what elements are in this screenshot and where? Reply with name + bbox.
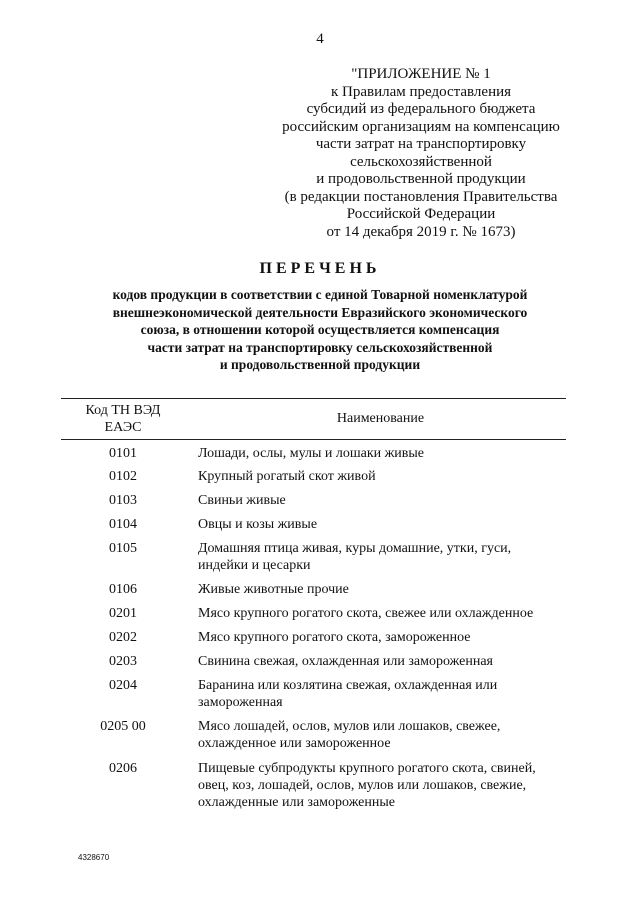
- appendix-line: и продовольственной продукции: [316, 171, 526, 187]
- row-name-line: Мясо крупного рогатого скота, свежее или охлажденное: [198, 606, 534, 621]
- table-row: [61, 492, 566, 509]
- subtitle-line: кодов продукции в соответствии с единой Товарной номенклатурой: [112, 287, 528, 302]
- appendix-header: [262, 66, 580, 241]
- appendix-line: к Правилам предоставления: [330, 83, 512, 100]
- product-codes-table: [61, 398, 566, 810]
- header-name: Наименование: [336, 411, 425, 426]
- row-code: 0203: [109, 654, 137, 669]
- appendix-line: "ПРИЛОЖЕНИЕ № 1: [351, 66, 491, 82]
- row-code: 0105: [109, 541, 137, 556]
- row-name-line: Овцы и козы живые: [198, 517, 318, 532]
- appendix-line: части затрат на транспортировку: [315, 136, 527, 152]
- row-name-line: Свинина свежая, охлажденная или замороженная: [198, 654, 493, 669]
- row-name: [185, 718, 566, 752]
- header-code-line: ЕАЭС: [104, 420, 142, 435]
- subtitle-line: внешнеэкономической деятельности Евразийского экономического: [112, 304, 528, 320]
- row-name: [185, 492, 566, 509]
- row-code: 0101: [109, 446, 137, 461]
- page-number: 4: [316, 31, 324, 47]
- document-subtitle: [0, 286, 640, 374]
- row-code: 0102: [109, 469, 137, 484]
- row-name: [185, 445, 566, 462]
- appendix-line: российским организациям на компенсацию: [282, 118, 560, 135]
- row-code: 0106: [109, 582, 137, 597]
- appendix-line: Российской Федерации: [346, 206, 496, 222]
- row-name-line: Пищевые субпродукты крупного рогатого скота, свиней,: [198, 761, 536, 776]
- table-row: [61, 468, 566, 485]
- row-name: [185, 605, 566, 622]
- row-name: [185, 677, 566, 711]
- row-name-line: замороженная: [198, 695, 283, 710]
- subtitle-line: союза, в отношении которой осуществляется компенсация: [140, 322, 500, 337]
- row-name: [185, 581, 566, 598]
- row-name-line: Баранина или козлятина свежая, охлажденная или: [198, 678, 498, 693]
- table-row: [61, 605, 566, 622]
- appendix-line: субсидий из федерального бюджета: [306, 101, 536, 117]
- row-name: [185, 629, 566, 646]
- row-name-line: овец, коз, лошадей, ослов, мулов или лошаков, свежие,: [198, 778, 527, 793]
- row-name-line: Лошади, ослы, мулы и лошаки живые: [198, 446, 425, 461]
- header-code-line: Код ТН ВЭД: [85, 403, 161, 418]
- subtitle-line: части затрат на транспортировку сельскохозяйственной: [147, 339, 493, 355]
- header-code: [61, 399, 185, 439]
- table-row: [61, 760, 566, 811]
- row-name: [185, 653, 566, 670]
- row-code: 0201: [109, 606, 137, 621]
- row-name-line: охлажденные или замороженные: [198, 795, 395, 810]
- row-name: [185, 516, 566, 533]
- row-name-line: Домашняя птица живая, куры домашние, утки, гуси,: [198, 541, 512, 556]
- table-row: [61, 445, 566, 462]
- document-title: ПЕРЕЧЕНЬ: [259, 260, 381, 277]
- table-row: [61, 653, 566, 670]
- row-code: 0104: [109, 517, 137, 532]
- row-code: 0204: [109, 678, 137, 693]
- table-row: [61, 629, 566, 646]
- row-code: 0206: [109, 761, 137, 776]
- table-row: [61, 581, 566, 598]
- document-id: 4328670: [78, 853, 110, 862]
- appendix-line: (в редакции постановления Правительства: [284, 188, 558, 205]
- row-code: 0202: [109, 630, 137, 645]
- subtitle-line: и продовольственной продукции: [219, 357, 421, 372]
- row-name: [185, 760, 566, 811]
- row-name-line: охлажденное или замороженное: [198, 736, 391, 751]
- row-name-line: Крупный рогатый скот живой: [198, 469, 376, 484]
- row-code: 0205 00: [100, 719, 146, 734]
- appendix-line: сельскохозяйственной: [350, 153, 492, 170]
- table-header: [61, 398, 566, 440]
- row-code: 0103: [109, 493, 137, 508]
- row-name-line: Живые животные прочие: [198, 582, 349, 597]
- table-row: [61, 718, 566, 752]
- table-row: [61, 540, 566, 574]
- row-name: [185, 468, 566, 485]
- row-name-line: Мясо лошадей, ослов, мулов или лошаков, свежее,: [198, 719, 501, 734]
- row-name-line: Свиньи живые: [198, 493, 286, 508]
- row-name-line: индейки и цесарки: [198, 558, 311, 573]
- row-name: [185, 540, 566, 574]
- row-name-line: Мясо крупного рогатого скота, замороженное: [198, 630, 471, 645]
- table-row: [61, 516, 566, 533]
- appendix-line: от 14 декабря 2019 г. № 1673): [326, 223, 516, 240]
- table-row: [61, 677, 566, 711]
